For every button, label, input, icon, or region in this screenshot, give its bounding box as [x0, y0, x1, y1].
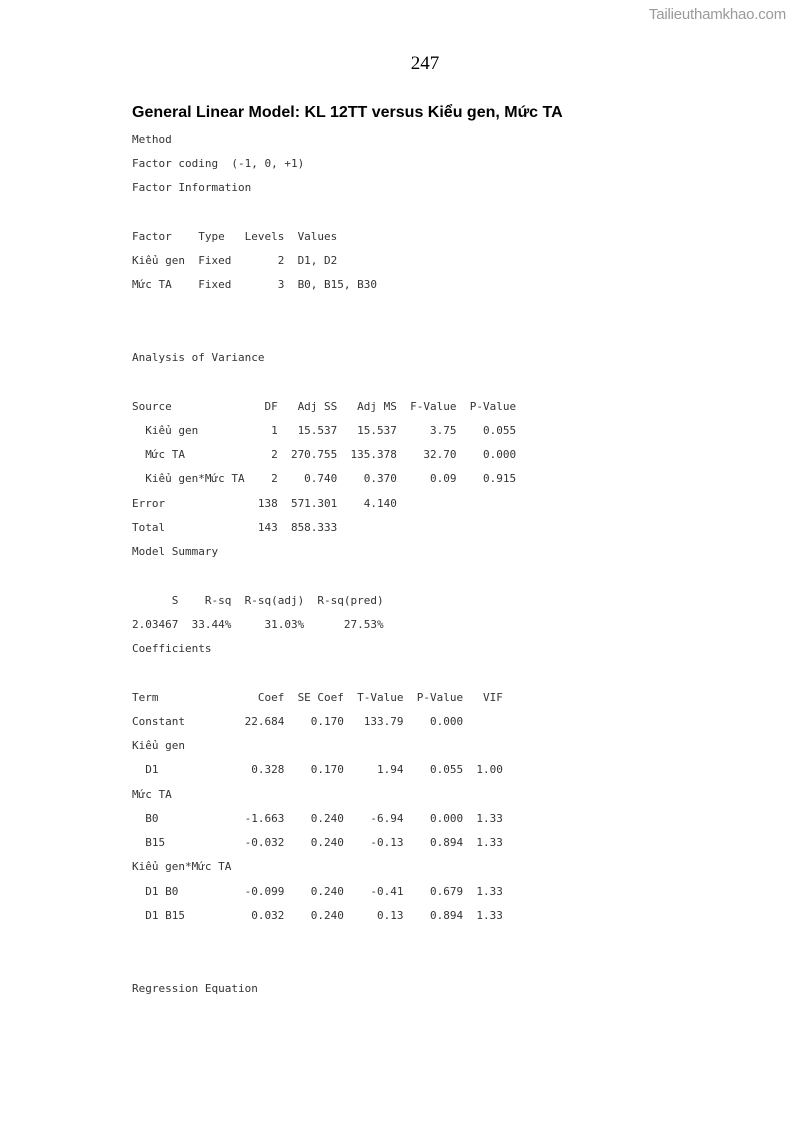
coefficients-group-label: Mức TA — [132, 788, 172, 801]
coefficients-table-header: Term Coef SE Coef T-Value P-Value VIF — [132, 691, 503, 704]
section-factor-information: Factor Information — [132, 181, 252, 194]
anova-row: Mức TA 2 270.755 135.378 32.70 0.000 — [132, 448, 517, 461]
coefficients-group-label: Kiểu gen — [132, 739, 185, 752]
document-title: General Linear Model: KL 12TT versus Kiểu gen, Mức TA — [132, 104, 563, 121]
factor-table-header: Factor Type Levels Values — [132, 230, 338, 243]
model-summary-row: 2.03467 33.44% 31.03% 27.53% — [132, 618, 384, 631]
anova-row: Kiểu gen 1 15.537 15.537 3.75 0.055 — [132, 424, 517, 437]
coefficients-group-label: Kiểu gen*Mức TA — [132, 860, 232, 873]
anova-row: Error 138 571.301 4.140 — [132, 497, 397, 510]
watermark: Tailieuthamkhao.com — [648, 6, 786, 23]
page-number: 247 — [410, 53, 440, 74]
section-coefficients: Coefficients — [132, 642, 212, 655]
coefficients-row: B0 -1.663 0.240 -6.94 0.000 1.33 — [132, 812, 503, 825]
section-regression-equation: Regression Equation — [132, 982, 258, 995]
anova-table-header: Source DF Adj SS Adj MS F-Value P-Value — [132, 400, 517, 413]
factor-row: Mức TA Fixed 3 B0, B15, B30 — [132, 278, 378, 291]
factor-row: Kiểu gen Fixed 2 D1, D2 — [132, 254, 338, 267]
section-analysis-of-variance: Analysis of Variance — [132, 351, 265, 364]
coefficients-row: D1 B0 -0.099 0.240 -0.41 0.679 1.33 — [132, 885, 503, 898]
anova-row: Total 143 858.333 — [132, 521, 338, 534]
section-model-summary: Model Summary — [132, 545, 219, 558]
coefficients-row: D1 0.328 0.170 1.94 0.055 1.00 — [132, 763, 503, 776]
factor-coding: Factor coding (-1, 0, +1) — [132, 157, 305, 170]
anova-row: Kiểu gen*Mức TA 2 0.740 0.370 0.09 0.915 — [132, 472, 517, 485]
coefficients-row: B15 -0.032 0.240 -0.13 0.894 1.33 — [132, 836, 503, 849]
section-method: Method — [132, 133, 172, 146]
coefficients-row: Constant 22.684 0.170 133.79 0.000 — [132, 715, 464, 728]
coefficients-row: D1 B15 0.032 0.240 0.13 0.894 1.33 — [132, 909, 503, 922]
model-summary-header: S R-sq R-sq(adj) R-sq(pred) — [132, 594, 384, 607]
